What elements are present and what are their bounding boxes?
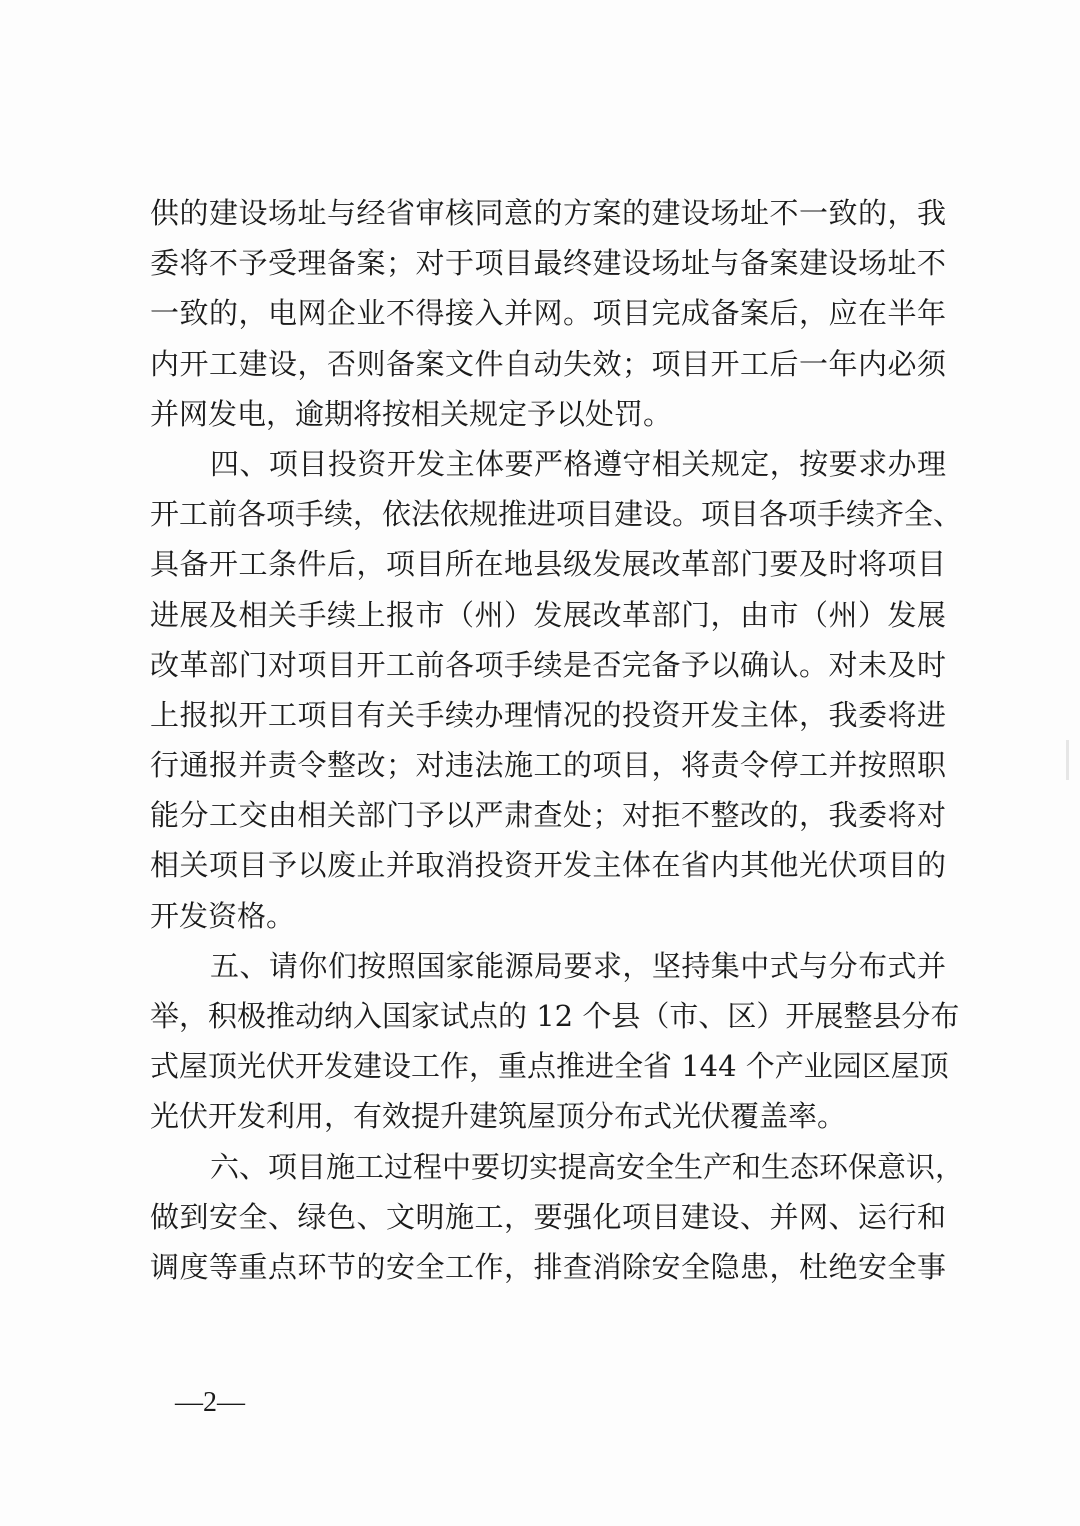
text-line: 光伏开发利用，有效提升建筑屋顶分布式光伏覆盖率。 — [150, 1099, 847, 1134]
page-number: —2— — [175, 1387, 245, 1418]
text-line: 进展及相关手续上报市（州）发展改革部门，由市（州）发展 — [150, 597, 946, 632]
text-line: 式屋顶光伏开发建设工作，重点推进全省 144 个产业园区屋顶 — [150, 1049, 949, 1084]
section-6-heading-line: 六、项目施工过程中要切实提高安全生产和生态环保意识， — [210, 1149, 965, 1184]
text-line: 调度等重点环节的安全工作，排查消除安全隐患，杜绝安全事 — [150, 1249, 946, 1284]
text-line: 开发资格。 — [150, 898, 296, 933]
text-line: 具备开工条件后，项目所在地县级发展改革部门要及时将项目 — [150, 547, 946, 582]
text-line: 能分工交由相关部门予以严肃查处；对拒不整改的，我委将对 — [150, 798, 946, 833]
text-line: 内开工建设，否则备案文件自动失效；项目开工后一年内必须 — [150, 346, 946, 381]
document-body — [150, 188, 965, 1292]
text-line: 做到安全、绿色、文明施工，要强化项目建设、并网、运行和 — [150, 1199, 946, 1234]
text-line: 举，积极推动纳入国家试点的 12 个县（市、区）开展整县分布 — [150, 999, 960, 1033]
text-line: 供的建设场址与经省审核同意的方案的建设场址不一致的，我 — [150, 196, 946, 230]
text-line: 一致的，电网企业不得接入并网。项目完成备案后，应在半年 — [150, 296, 946, 331]
text-line: 相关项目予以废止并取消投资开发主体在省内其他光伏项目的 — [150, 848, 946, 883]
text-line: 改革部门对项目开工前各项手续是否完备予以确认。对未及时 — [150, 647, 946, 682]
section-4-heading-line: 四、项目投资开发主体要严格遵守相关规定，按要求办理 — [210, 446, 946, 481]
section-5-heading-line: 五、请你们按照国家能源局要求，坚持集中式与分布式并 — [210, 948, 946, 983]
text-line: 并网发电，逾期将按相关规定予以处罚。 — [150, 396, 673, 431]
text-line: 上报拟开工项目有关手续办理情况的投资开发主体，我委将进 — [150, 697, 946, 732]
text-line: 行通报并责令整改；对违法施工的项目，将责令停工并按照职 — [150, 748, 946, 783]
text-line: 委将不予受理备案；对于项目最终建设场址与备案建设场址不 — [150, 246, 946, 281]
text-line: 开工前各项手续，依法依规推进项目建设。项目各项手续齐全、 — [150, 497, 963, 532]
scan-artifact — [1066, 740, 1069, 780]
